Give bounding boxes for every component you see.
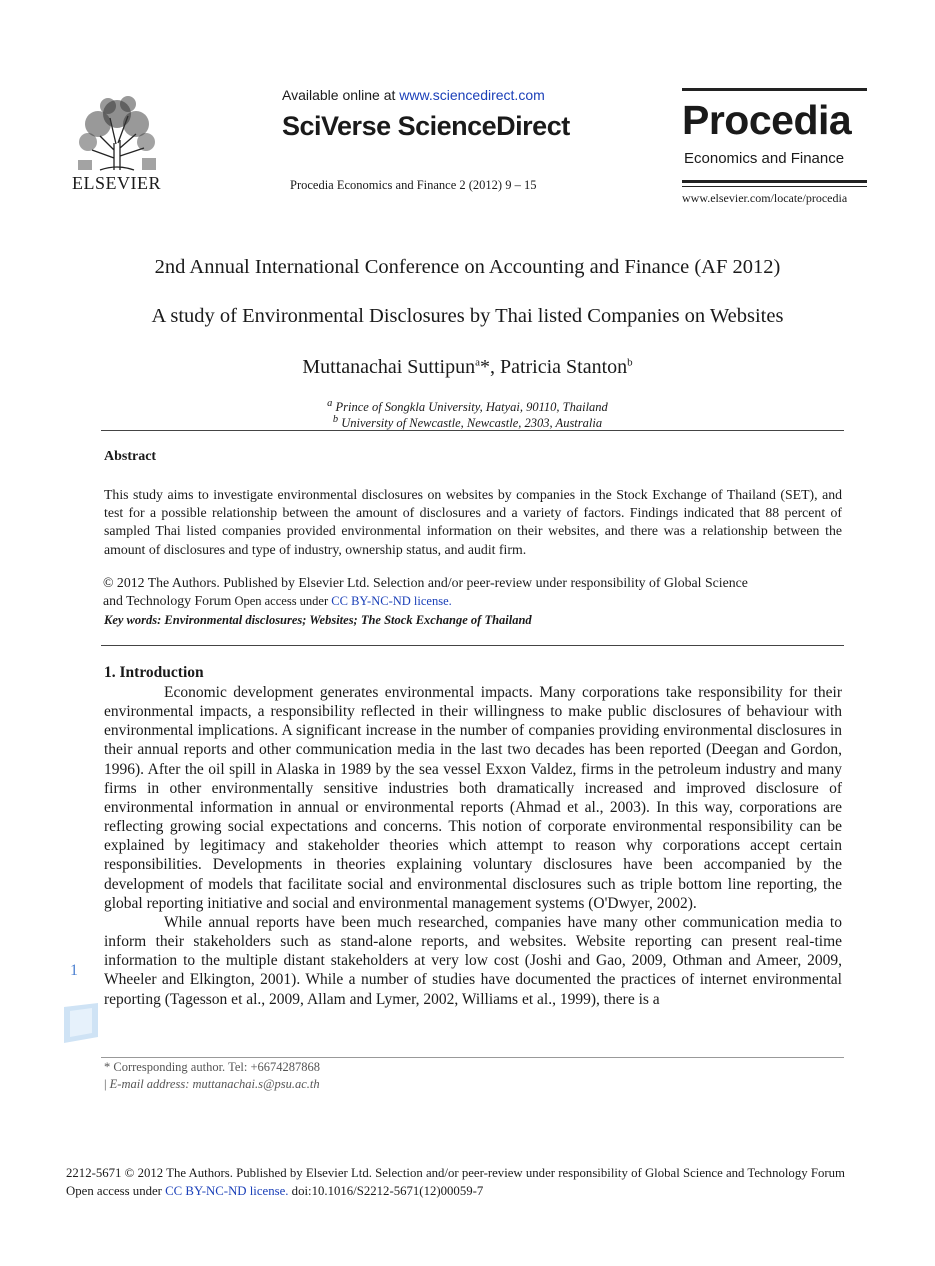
available-online-label: Available online at: [282, 87, 400, 103]
footer-access-line: [66, 1184, 483, 1199]
footer-copyright: 2212-5671 © 2012 The Authors. Published by Elsevier Ltd. Selection and/or peer-review under responsibility of Global Science and Technology Forum: [66, 1166, 845, 1180]
procedia-subtitle: Economics and Finance: [684, 150, 845, 167]
conference-title: 2nd Annual International Conference on Accounting and Finance (AF 2012): [154, 256, 781, 278]
affiliation-b: [0, 414, 935, 431]
copyright-notice: [103, 574, 843, 610]
corresponding-author-note: * Corresponding author. Tel: +6674287868: [104, 1060, 320, 1074]
introduction-body: [104, 683, 842, 1009]
affiliation-text: University of Newcastle, Newcastle, 2303, Australia: [338, 416, 603, 431]
body-paragraph: While annual reports have been much researched, companies have many other communication media to inform their stakeholders such as stand-alone reports, and websites. Website reporting can present real-time information to the multiple distant stakeholders at very low cost (Joshi and Gao, 2009, Othman and Ameer, 2009, Wheeler and Elkington, 2001). While a number of studies have documented the practices of internet environmental reporting (Tagesson et al., 2009, Allam and Lymer, 2002, Williams et al., 1999), there is a: [104, 913, 842, 1008]
corresponding-mark: *,: [479, 356, 500, 378]
section-divider: [101, 645, 844, 646]
author-line: [0, 356, 935, 379]
copyright-line: [103, 592, 843, 610]
side-marker-number: 1: [70, 962, 78, 979]
abstract-heading: Abstract: [104, 449, 157, 464]
keywords: Key words: Environmental disclosures; Websites; The Stock Exchange of Thailand: [104, 613, 532, 627]
sciverse-logo: SciVerse ScienceDirect: [282, 111, 570, 141]
abstract-text: This study aims to investigate environmental disclosures on websites by companies in the Stock Exchange of Thailand (SET), and test for a possible relationship between the amount of disclosures and a variety of factors. Findings indicated that 88 percent of sampled Thai listed companies provided environmental information on their websites, and there was a relationship between the amount of disclosures and type of industry, ownership status, and audit firm.: [104, 487, 842, 557]
section-divider: [101, 430, 844, 431]
side-bookmark-icon: [64, 1003, 98, 1043]
copyright-line: © 2012 The Authors. Published by Elsevier Ltd. Selection and/or peer-review under responsibility of Global Science: [103, 575, 748, 590]
procedia-url[interactable]: www.elsevier.com/locate/procedia: [682, 191, 848, 205]
affiliation-text: Prince of Songkla University, Hatyai, 90110, Thailand: [332, 400, 608, 415]
affiliation-mark: b: [332, 414, 339, 425]
footer-doi: doi:10.1016/S2212-5671(12)00059-7: [288, 1184, 484, 1198]
author-affiliation-mark: b: [627, 356, 633, 369]
procedia-logo: Procedia: [682, 97, 852, 143]
author-name: Muttanachai Suttipun: [302, 356, 476, 378]
copyright-line-text: and Technology Forum: [103, 593, 232, 608]
email-note: | E-mail address: muttanachai.s@psu.ac.th: [104, 1077, 320, 1091]
affiliation-mark: a: [327, 398, 333, 409]
sciencedirect-link[interactable]: www.sciencedirect.com: [399, 87, 545, 103]
license-link[interactable]: CC BY-NC-ND license.: [331, 594, 452, 608]
section-heading: 1. Introduction: [104, 664, 204, 681]
journal-reference: Procedia Economics and Finance 2 (2012) 9 – 15: [290, 178, 537, 192]
footnote-rule: [101, 1057, 844, 1058]
open-access-label: Open access under: [231, 594, 332, 608]
body-paragraph: Economic development generates environmental impacts. Many corporations take responsibility for their environmental impacts, a responsibility reflected in their willingness to make public disclosures of behaviour with environmental implications. A significant increase in the number of companies providing environmental disclosures in their annual reports and other communication media in the last two decades has been reported (Deegan and Gordon, 1996). After the oil spill in Alaska in 1989 by the sea vessel Exxon Valdez, firms in the petroleum industry and many firms in other environmentally sensitive industries both dramatically increased and improved disclosure of environmental information in annual or environmental reports (Ahmad et al., 2003). In this way, corporations are reflecting growing social expectations and concerns. This notion of corporate environmental responsibility can be explained by legitimacy and stakeholder theories which attempt to reason why corporations accept certain responsibilities. Developments in theories explaining voluntary disclosures have been accompanied by the development of models that facilitate social and environmental disclosures such as triple bottom line reporting, the global reporting initiative and social and environmental management systems (O'Dwyer, 2002).: [104, 684, 842, 912]
procedia-rule-thin: [682, 186, 867, 187]
paper-title: A study of Environmental Disclosures by Thai listed Companies on Websites: [151, 305, 784, 327]
affiliation-a: [0, 398, 935, 415]
elsevier-wordmark: ELSEVIER: [72, 173, 161, 193]
footer-open-access-label: Open access under: [66, 1184, 166, 1198]
procedia-rule: [682, 180, 867, 183]
email-text: E-mail address: muttanachai.s@psu.ac.th: [109, 1077, 320, 1091]
procedia-top-rule: [682, 88, 867, 91]
author-affiliation-mark: a: [475, 356, 480, 369]
footer-license-link[interactable]: CC BY-NC-ND license.: [165, 1184, 289, 1198]
author-name: Patricia Stanton: [499, 356, 628, 378]
available-online-line: [282, 87, 545, 103]
